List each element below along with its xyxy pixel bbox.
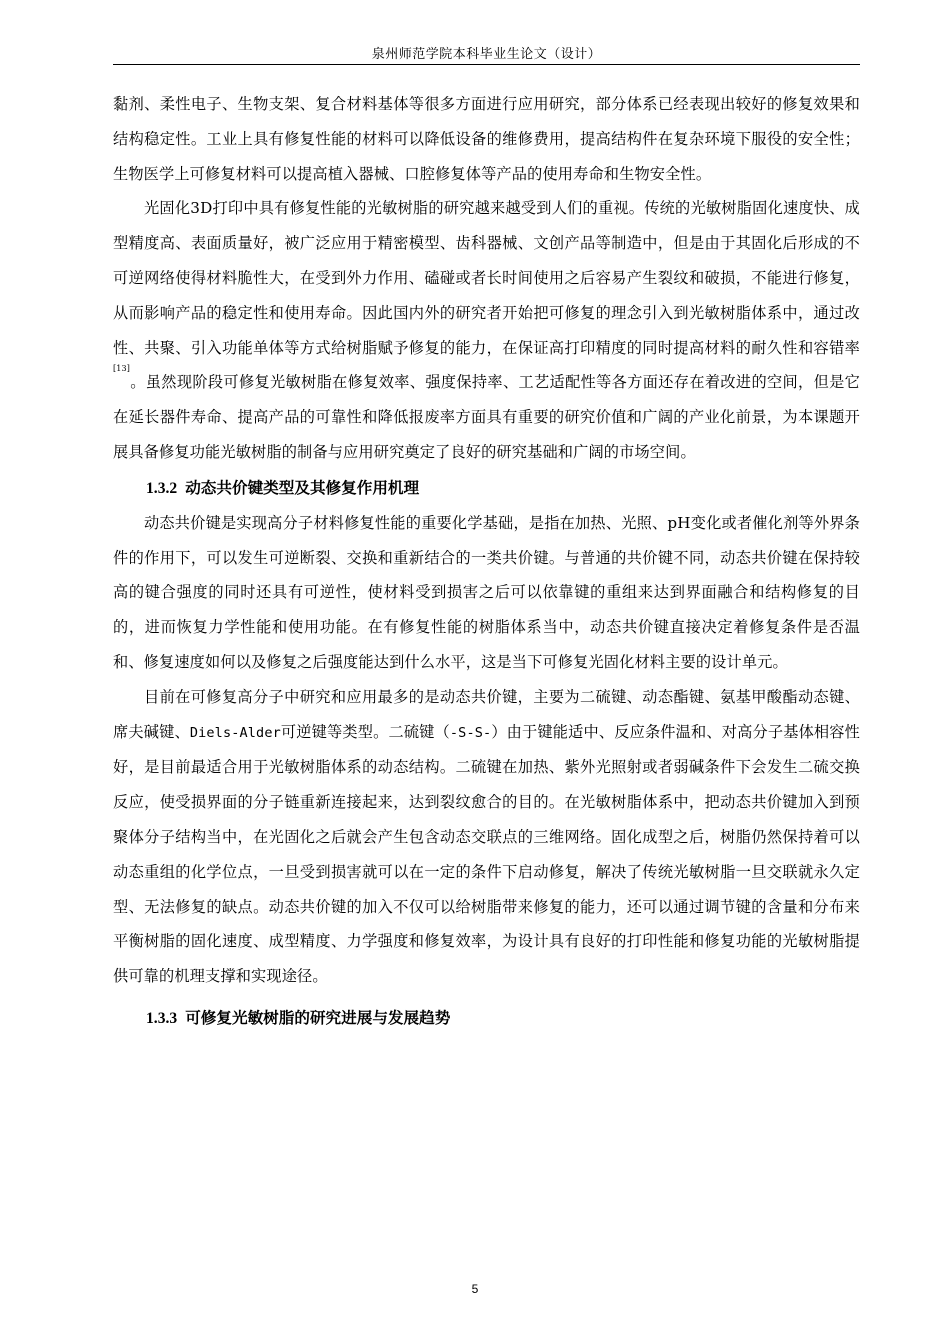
chemical-formula: -S-S- [449,724,492,741]
paragraph-text: ）由于键能适中、反应条件温和、对高分子基体相容性好，是目前最适合用于光敏树脂体系的动态结构。二硫键在加热、紫外光照射或者弱碱条件下会发生二硫交换反应，使受损界面的分子链重新连接起来，达到裂纹愈合的目的。在光敏树脂体系中，把动态共价键加入到预聚体分子结构当中，在光固化之后就会产生包含动态交联点的三维网络。固化成型之后，树脂仍然保持着可以动态重组的化学位点，一旦受到损害就可以在一定的条件下启动修复，解决了传统光敏树脂一旦交联就永久定型、无法修复的缺点。动态共价键的加入不仅可以给树脂带来修复的能力，还可以通过调节键的含量和分布来平衡树脂的固化速度、成型精度、力学强度和修复效率，为设计具有良好的打印性能和修复功能的光敏树脂提供可靠的机理支撑和实现途径。 [113,722,861,986]
header-divider [113,64,860,65]
section-number: 1.3.3 [146,1009,178,1027]
page-body [113,87,860,1036]
reaction-name: Diels-Alder [189,724,281,741]
section-title: 动态共价键类型及其修复作用机理 [185,478,420,497]
paragraph-photocuring [113,191,860,469]
citation-ref: [13] [113,364,131,374]
paragraph-continued: 黏剂、柔性电子、生物支架、复合材料基体等很多方面进行应用研究，部分体系已经表现出较好的修复效果和结构稳定性。工业上具有修复性能的材料可以降低设备的维修费用，提高结构件在复杂环境下服役的安全性；生物医学上可修复材料可以提高植入器械、口腔修复体等产品的使用寿命和生物安全性。 [113,95,860,183]
page-number: 5 [471,1282,479,1296]
section-heading-1-3-3 [113,1000,860,1036]
paragraph-text: 光固化3D打印中具有修复性能的光敏树脂的研究越来越受到人们的重视。传统的光敏树脂固化速度快、成型精度高、表面质量好，被广泛应用于精密模型、齿科器械、文创产品等制造中，但是由于其固化后形成的不可逆网络使得材料脆性大，在受到外力作用、磕碰或者长时间使用之后容易产生裂纹和破损，不能进行修复，从而影响产品的稳定性和使用寿命。因此国内外的研究者开始把可修复的理念引入到光敏树脂体系中，通过改性、共聚、引入功能单体等方式给树脂赋予修复的能力，在保证高打印精度的同时提高材料的耐久性和容错率 [113,199,860,357]
section-heading-1-3-2 [113,470,860,506]
paragraph-text: 。虽然现阶段可修复光敏树脂在修复效率、强度保持率、工艺适配性等各方面还存在着改进的空间，但是它在延长器件寿命、提高产品的可靠性和降低报废率方面具有重要的研究价值和广阔的产业化前景，为本课题开展具备修复功能光敏树脂的制备与应用研究奠定了良好的研究基础和广阔的市场空间。 [113,373,860,461]
paragraph-text: 目前在可修复高分子中研究和应用最多的是动态共价键，主要为二硫键、动态酯键、氨基甲酸酯动态键、席夫碱键、 [113,687,860,741]
paragraph-dynamic-covalent: 动态共价键是实现高分子材料修复性能的重要化学基础，是指在加热、光照、pH变化或者催化剂等外界条件的作用下，可以发生可逆断裂、交换和重新结合的一类共价键。与普通的共价键不同，动态共价键在保持较高的键合强度的同时还具有可逆性，使材料受到损害之后可以依靠键的重组来达到界面融合和结构修复的目的，进而恢复力学性能和使用功能。在有修复性能的树脂体系当中，动态共价键直接决定着修复条件是否温和、修复速度如何以及修复之后强度能达到什么水平，这是当下可修复光固化材料主要的设计单元。 [113,513,860,671]
paragraph-bond-types [113,680,860,994]
running-header: 泉州师范学院本科毕业生论文（设计） [371,47,602,62]
section-title: 可修复光敏树脂的研究进展与发展趋势 [185,1008,451,1027]
paragraph-text: 可逆键等类型。二硫键（ [280,722,450,741]
section-number: 1.3.2 [146,479,178,497]
